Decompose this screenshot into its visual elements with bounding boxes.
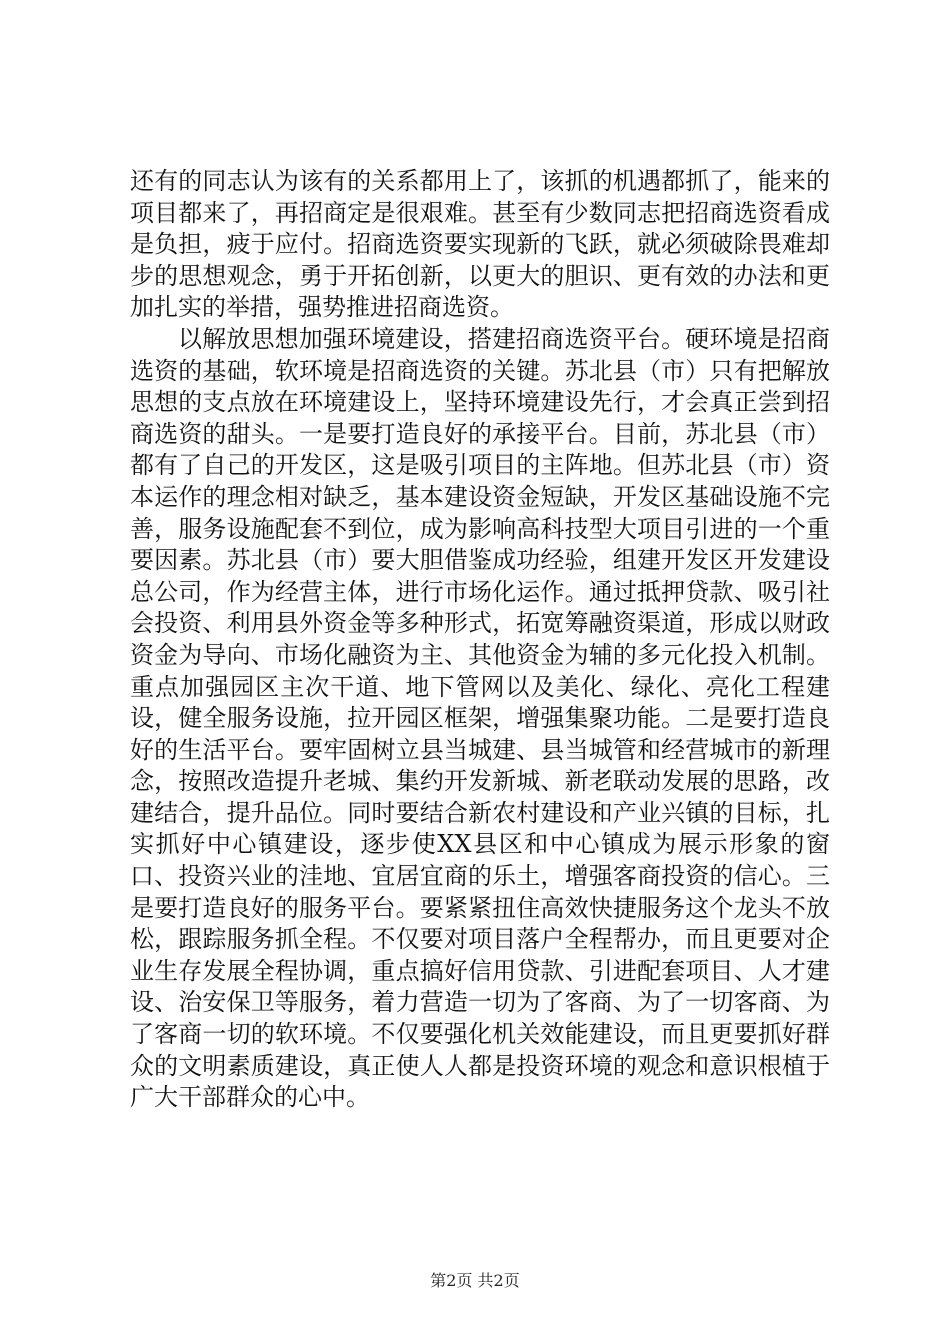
paragraph-2: 以解放思想加强环境建设，搭建招商选资平台。硬环境是招商选资的基础，软环境是招商选资的关键。苏北县（市）只有把解放思想的支点放在环境建设上，坚持环境建设先行，才会真正尝到招商选资的甜头。一是要打造良好的承接平台。目前，苏北县（市）都有了自己的开发区，这是吸引项目的主阵地。但苏北县（市）资本运作的理念相对缺乏，基本建设资金短缺，开发区基础设施不完善，服务设施配套不到位，成为影响高科技型大项目引进的一个重要因素。苏北县（市）要大胆借鉴成功经验，组建开发区开发建设总公司，作为经营主体，进行市场化运作。通过抵押贷款、吸引社会投资、利用县外资金等多种形式，拓宽筹融资渠道，形成以财政资金为导向、市场化融资为主、其他资金为辅的多元化投入机制。重点加强园区主次干道、地下管网以及美化、绿化、亮化工程建设，健全服务设施，拉开园区框架，增强集聚功能。二是要打造良好的生活平台。要牢固树立县当城建、县当城管和经营城市的新理念，按照改造提升老城、集约开发新城、新老联动发展的思路，改建结合，提升品位。同时要结合新农村建设和产业兴镇的目标，扎实抓好中心镇建设，逐步使XX县区和中心镇成为展示形象的窗口、投资兴业的洼地、宜居宜商的乐土，增强客商投资的信心。三是要打造良好的服务平台。要紧紧扭住高效快捷服务这个龙头不放松，跟踪服务抓全程。不仅要对项目落户全程帮办，而且更要对企业生存发展全程协调，重点搞好信用贷款、引进配套项目、人才建设、治安保卫等服务，着力营造一切为了客商、为了一切客商、为了客商一切的软环境。不仅要强化机关效能建设，而且更要抓好群众的文明素质建设，真正使人人都是投资环境的观念和意识根植于广大干部群众的心中。 xyxy=(130,324,830,1112)
paragraph-1: 还有的同志认为该有的关系都用上了，该抓的机遇都抓了，能来的项目都来了，再招商定是很艰难。甚至有少数同志把招商选资看成是负担，疲于应付。招商选资要实现新的飞跃，就必须破除畏难却步的思想观念，勇于开拓创新，以更大的胆识、更有效的办法和更加扎实的举措，强势推进招商选资。 xyxy=(130,167,830,322)
page-footer: 第2页 共2页 xyxy=(430,1271,520,1290)
document-body xyxy=(130,166,830,1114)
